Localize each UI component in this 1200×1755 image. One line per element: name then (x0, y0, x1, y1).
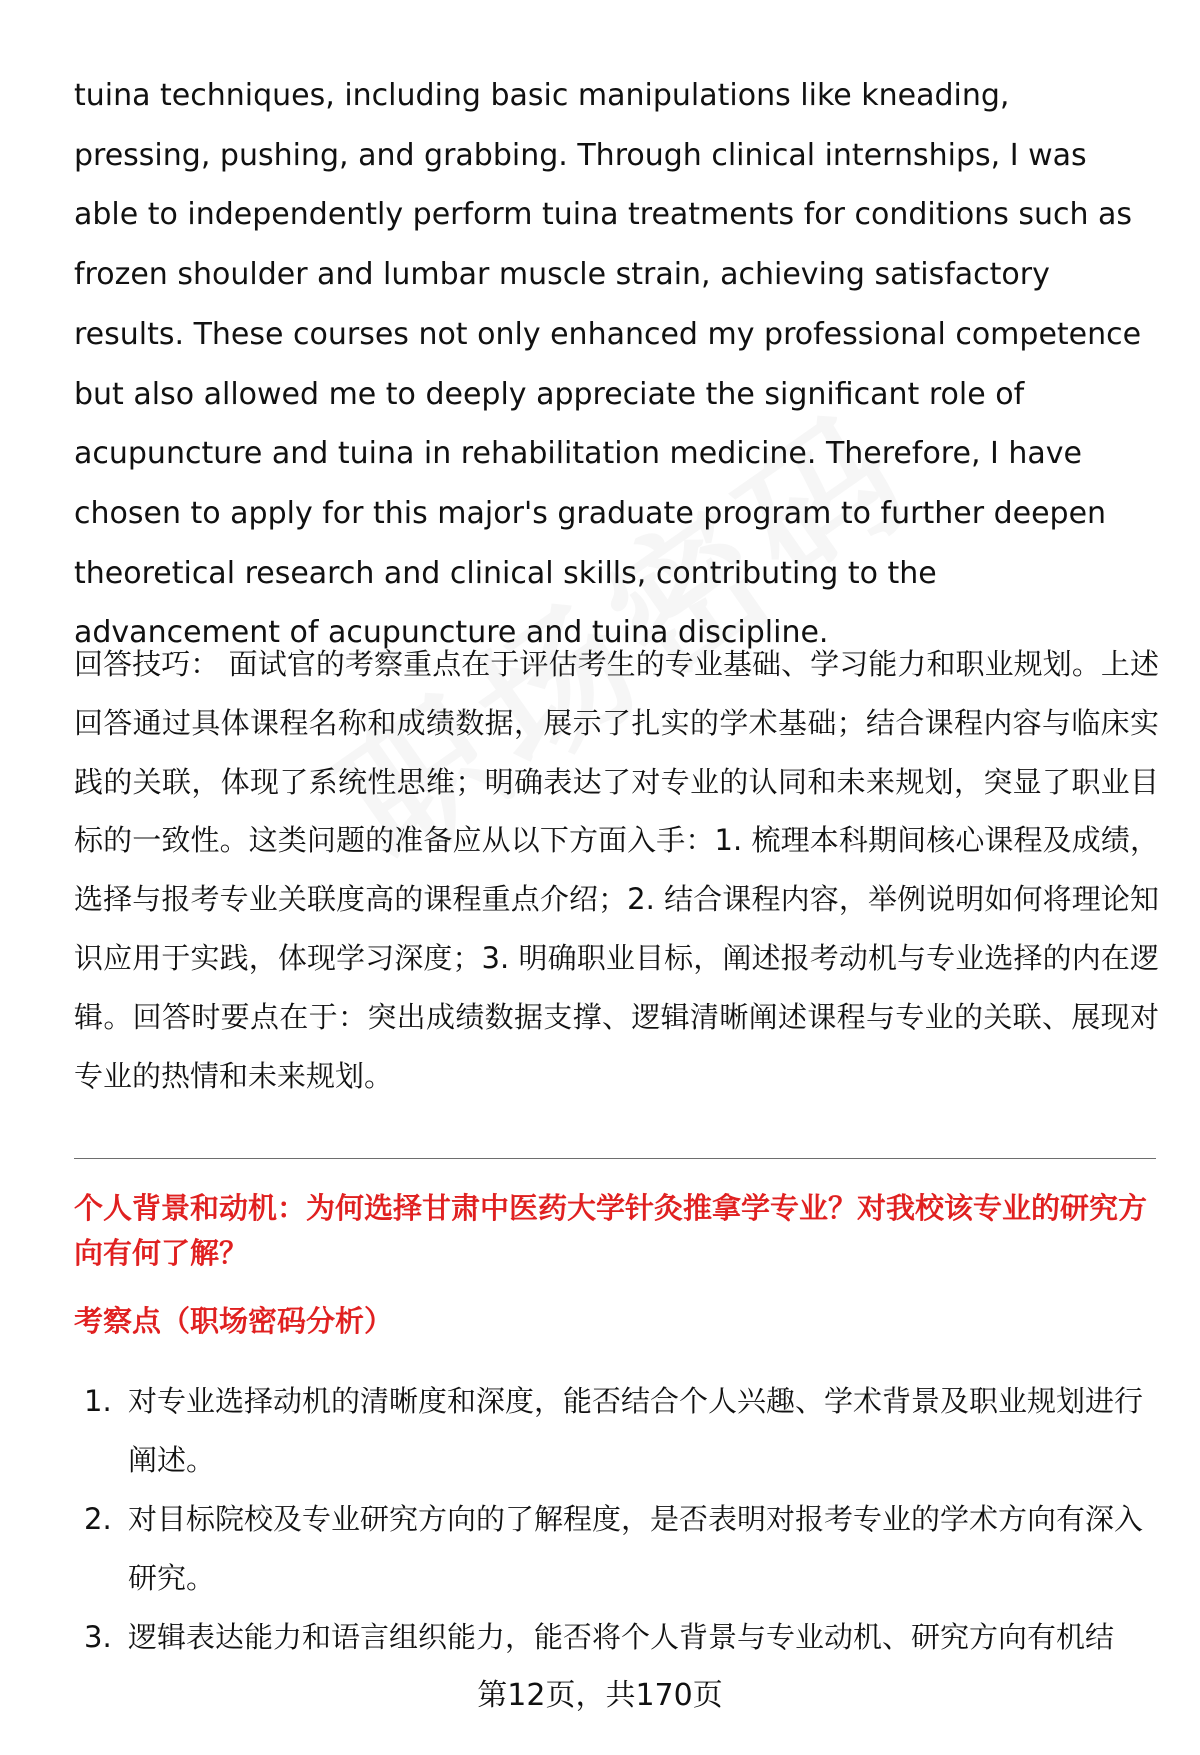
list-item-number: 3. (84, 1620, 112, 1654)
list-item (74, 1372, 1159, 1490)
list-item-text: 对专业选择动机的清晰度和深度，能否结合个人兴趣、学术背景及职业规划进行阐述。 (128, 1384, 1144, 1477)
list-item-number: 2. (84, 1502, 112, 1536)
english-answer-paragraph: tuina techniques, including basic manipulations like kneading, pressing, pushing, and grabbing. Through clinical internships, I was able to independently perform tuina treatments for conditions such as frozen shoulder and lumbar muscle strain, achieving satisfactory results. These courses not only enhanced my professional competence but also allowed me to deeply appreciate the significant role of acupuncture and tuina in rehabilitation medicine. Therefore, I have chosen to apply for this major's graduate program to further deepen theoretical research and clinical skills, contributing to the advancement of acupuncture and tuina discipline. (74, 78, 1142, 651)
assessment-points-list (74, 1372, 1159, 1667)
page-number-footer: 第12页，共170页 (477, 1678, 723, 1713)
list-item-number: 1. (84, 1384, 112, 1418)
section-divider (74, 1158, 1156, 1159)
answer-tips-paragraph: 回答技巧： 面试官的考察重点在于评估考生的专业基础、学习能力和职业规划。上述回答通过具体课程名称和成绩数据，展示了扎实的学术基础；结合课程内容与临床实践的关联，体现了系统性思维；明确表达了对专业的认同和未来规划，突显了职业目标的一致性。这类问题的准备应从以下方面入手：1. 梳理本科期间核心课程及成绩，选择与报考专业关联度高的课程重点介绍；2. 结合课程内容，举例说明如何将理论知识应用于实践，体现学习深度；3. 明确职业目标，阐述报考动机与专业选择的内在逻辑。回答时要点在于：突出成绩数据支撑、逻辑清晰阐述课程与专业的关联、展现对专业的热情和未来规划。 (74, 647, 1159, 1093)
assessment-points-heading: 考察点（职场密码分析） (74, 1304, 394, 1338)
question-heading: 个人背景和动机：为何选择甘肃中医药大学针灸推拿学专业？对我校该专业的研究方向有何了解？ (74, 1191, 1148, 1270)
list-item-text: 逻辑表达能力和语言组织能力，能否将个人背景与专业动机、研究方向有机结 (128, 1620, 1115, 1654)
list-item (74, 1490, 1159, 1608)
list-item-text: 对目标院校及专业研究方向的了解程度，是否表明对报考专业的学术方向有深入研究。 (128, 1502, 1144, 1595)
list-item (74, 1608, 1159, 1667)
